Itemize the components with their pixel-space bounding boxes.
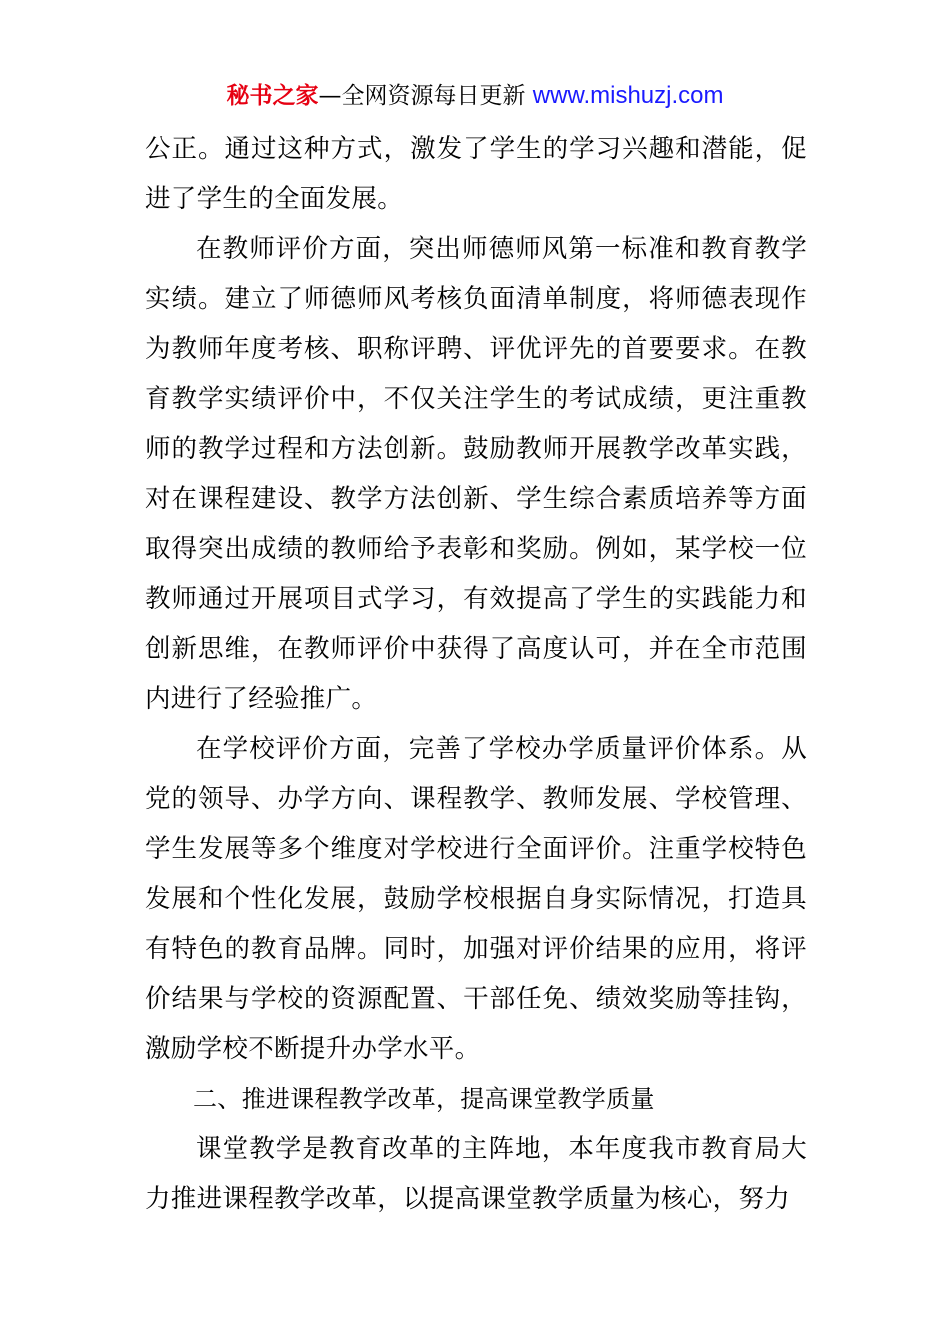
site-brand: 秘书之家: [226, 83, 319, 109]
site-tagline: —全网资源每日更新: [318, 83, 526, 109]
paragraph-curriculum-reform: 课堂教学是教育改革的主阵地，本年度我市教育局大力推进课程教学改革，以提高课堂教学质量为核心，努力: [145, 1134, 807, 1214]
paragraph-continuation: 公正。通过这种方式，激发了学生的学习兴趣和潜能，促进了学生的全面发展。: [145, 134, 807, 214]
paragraph-school-evaluation: 在学校评价方面，完善了学校办学质量评价体系。从党的领导、办学方向、课程教学、教师发展、学校管理、学生发展等多个维度对学校进行全面评价。注重学校特色发展和个性化发展，鼓励学校根据自身实际情况，打造具有特色的教育品牌。同时，加强对评价结果的应用，将评价结果与学校的资源配置、干部任免、绩效奖励等挂钩，激励学校不断提升办学水平。: [145, 734, 807, 1064]
site-header: [0, 80, 950, 112]
document-body: [145, 124, 807, 1224]
paragraph-teacher-evaluation: 在教师评价方面，突出师德师风第一标准和教育教学实绩。建立了师德师风考核负面清单制度，将师德表现作为教师年度考核、职称评聘、评优评先的首要要求。在教育教学实绩评价中，不仅关注学生的考试成绩，更注重教师的教学过程和方法创新。鼓励教师开展教学改革实践，对在课程建设、教学方法创新、学生综合素质培养等方面取得突出成绩的教师给予表彰和奖励。例如，某学校一位教师通过开展项目式学习，有效提高了学生的实践能力和创新思维，在教师评价中获得了高度认可，并在全市范围内进行了经验推广。: [145, 234, 807, 714]
section-heading: 二、推进课程教学改革，提高课堂教学质量: [193, 1085, 655, 1113]
site-url-link[interactable]: www.mishuzj.com: [532, 82, 724, 109]
